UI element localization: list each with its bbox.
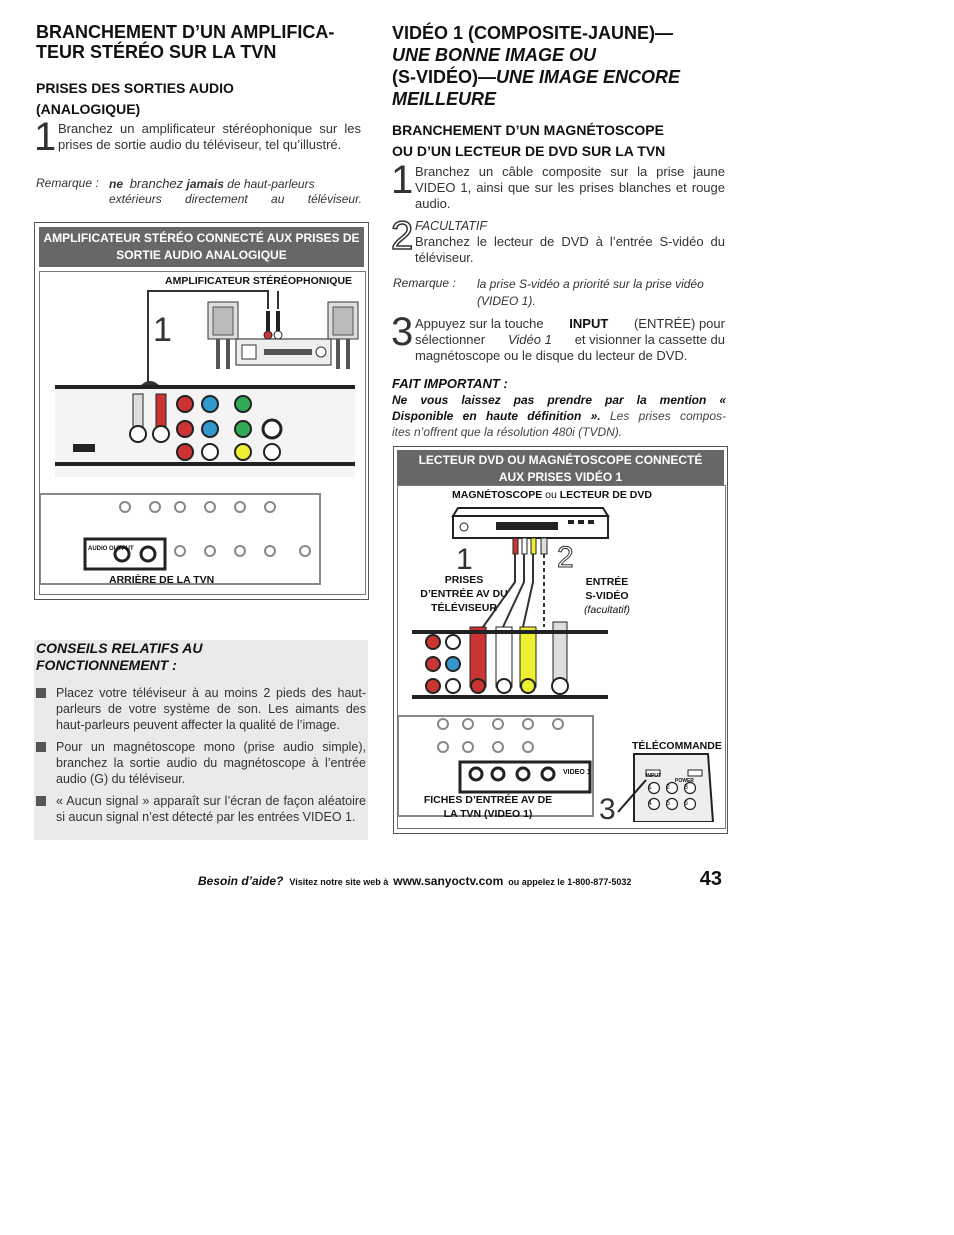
- right-title: [392, 22, 732, 110]
- right-title-line1: VIDÉO 1 (COMPOSITE-JAUNE)—: [392, 23, 674, 43]
- left-remark-label: Remarque :: [36, 176, 99, 190]
- av-label-3: TÉLÉVISEUR: [431, 602, 497, 614]
- svideo-input-label: [578, 575, 636, 617]
- left-title-line2: TEUR STÉRÉO SUR LA TVN: [36, 42, 277, 62]
- remote-input-label: INPUT: [646, 773, 661, 779]
- left-speaker-icon: [208, 302, 238, 369]
- right-remark: [393, 276, 727, 310]
- device-label-c: LECTEUR DE DVD: [559, 489, 652, 501]
- back-label: ARRIÈRE DE LA TVN: [109, 574, 215, 586]
- remote-key: 1: [648, 784, 652, 791]
- page-number: 43: [699, 868, 722, 890]
- right-subhead-line1: BRANCHEMENT D’UN MAGNÉTOSCOPE: [392, 122, 664, 138]
- tips-title-line2: FONCTIONNEMENT :: [36, 657, 177, 673]
- tips-title-line1: CONSEILS RELATIFS AU: [36, 640, 203, 656]
- step3-line2a: sélectionner: [415, 332, 486, 347]
- vcr-step-marker-2: 2: [557, 541, 574, 574]
- footer: [198, 868, 722, 891]
- remark-ne: ne: [109, 177, 124, 191]
- right-step1-number: 1: [391, 158, 414, 202]
- device-label-a: MAGNÉTOSCOPE: [452, 489, 543, 501]
- device-label: [452, 488, 652, 502]
- left-remark: [36, 176, 362, 207]
- remote-key: 5: [666, 800, 670, 807]
- left-subhead-line2: (ANALOGIQUE): [36, 101, 141, 117]
- tips-list: [36, 685, 366, 825]
- right-step3-number: 3: [391, 310, 414, 354]
- fiches-label-1: FICHES D’ENTRÉE AV DE: [423, 794, 553, 806]
- right-step1-text: Branchez un câble composite sur la prise jaune VIDEO 1, ainsi que sur les prises blanches et rouge audio.: [415, 164, 725, 211]
- left-title-line1: BRANCHEMENT D’UN AMPLIFICA-: [36, 22, 335, 42]
- tips-item-text: Placez votre téléviseur à au moins 2 pieds des haut-parleurs de votre système de son. Les aimants des haut-parleurs peuvent affecter la qualité de l’image.: [56, 686, 366, 732]
- right-speaker-icon: [328, 302, 358, 369]
- important-title: FAIT IMPORTANT :: [392, 376, 508, 391]
- vcr-step-marker-1: 1: [456, 543, 473, 576]
- step3-post: (ENTRÉE) pour: [633, 316, 725, 331]
- remark-branchez: branchez: [129, 176, 184, 191]
- remote-key: 3: [684, 784, 688, 791]
- right-title-line4: MEILLEURE: [392, 89, 497, 109]
- left-step1-number: 1: [34, 115, 57, 159]
- vcr-icon: [453, 508, 608, 538]
- svideo-label-2: S-VIDÉO: [585, 590, 629, 602]
- important-line1: Ne vous laissez pas prendre par la mention «: [392, 393, 726, 407]
- av-label-2: D’ENTRÉE AV DU: [420, 588, 508, 600]
- vcr-figure-caption: [397, 450, 724, 486]
- amplifier-figure: [34, 222, 369, 600]
- important-line2-bold: Disponible en haute définition ».: [392, 409, 601, 423]
- fiches-label-2: LA TVN (VIDEO 1): [443, 808, 533, 820]
- left-subhead-line1: PRISES DES SORTIES AUDIO: [36, 80, 234, 96]
- video1-label: VIDEO 1: [563, 769, 591, 776]
- footer-visitez: Visitez notre site web à: [289, 877, 389, 887]
- remote-label: TÉLÉCOMMANDE: [632, 740, 722, 752]
- tips-item: [36, 793, 366, 825]
- tips-item: [36, 685, 366, 733]
- tips-title: [36, 640, 202, 674]
- right-step2-text: Branchez le lecteur de DVD à l’entrée S-vidéo du téléviseur.: [415, 234, 725, 265]
- tips-item: [36, 739, 366, 787]
- right-remark-label: Remarque :: [393, 276, 456, 290]
- right-remark-line2: (VIDEO 1).: [477, 294, 536, 308]
- footer-besoin: Besoin d’aide?: [198, 874, 284, 888]
- svideo-cable: [541, 538, 547, 627]
- step3-key: INPUT: [569, 316, 609, 331]
- amplifier-icon: [236, 339, 331, 365]
- fiches-label: [418, 793, 558, 821]
- right-title-line3a: (S-VIDÉO)—: [392, 67, 497, 87]
- right-remark-line1: la prise S-vidéo a priorité sur la prise vidéo: [477, 277, 704, 291]
- step3-line2b: Vidéo 1: [507, 332, 552, 347]
- important-line2-rest: Les prises compos-: [609, 409, 726, 423]
- important-line3: ites n’offrent que la résolution 480i (TVDN).: [392, 425, 623, 439]
- amp-step-marker: 1: [153, 311, 172, 349]
- caption-line1: AMPLIFICATEUR STÉRÉO CONNECTÉ AUX PRISES DE: [43, 231, 360, 245]
- svideo-label-3: (facultatif): [583, 604, 631, 616]
- remote-key: 2: [666, 784, 670, 791]
- step3-line3: magnétoscope ou le disque du lecteur de DVD.: [415, 348, 688, 363]
- footer-appelez: ou appelez le 1-800-877-5032: [508, 877, 632, 887]
- bullet-icon: [36, 796, 46, 806]
- right-title-line3b: UNE IMAGE ENCORE: [496, 67, 681, 87]
- right-step2: [415, 218, 725, 266]
- caption-line2: SORTIE AUDIO ANALOGIQUE: [116, 248, 287, 262]
- amplifier-figure-caption: [39, 227, 364, 267]
- left-remark-line2: extérieurs directement au téléviseur.: [109, 192, 362, 206]
- right-step2-label: FACULTATIF: [415, 219, 487, 233]
- important-note: [392, 376, 726, 440]
- right-title-line2: UNE BONNE IMAGE OU: [392, 45, 597, 65]
- footer-url[interactable]: www.sanyoctv.com: [393, 874, 504, 888]
- vcr-step-marker-3: 3: [599, 793, 616, 826]
- bullet-icon: [36, 742, 46, 752]
- svideo-label-1: ENTRÉE: [585, 576, 629, 588]
- amp-label: AMPLIFICATEUR STÉRÉOPHONIQUE: [165, 275, 353, 287]
- tips-box: [34, 640, 368, 840]
- remark-rest: de haut-parleurs: [227, 177, 315, 191]
- step3-line2c: et visionner la cassette du: [574, 332, 725, 347]
- bullet-icon: [36, 688, 46, 698]
- right-step3-text: [415, 316, 725, 364]
- remark-jamais: jamais: [186, 177, 224, 191]
- device-label-b: ou: [545, 489, 557, 501]
- audio-output-label: AUDIO OUTPUT: [88, 546, 134, 552]
- remote-key: 6: [684, 800, 688, 807]
- tips-item-text: Pour un magnétoscope mono (prise audio simple), branchez la sortie audio du magnétoscope à l’entrée audio (G) du téléviseur.: [56, 740, 366, 786]
- vcr-caption-line2: AUX PRISES VIDÉO 1: [498, 470, 623, 484]
- av-label-1: PRISES: [444, 574, 484, 586]
- left-step1-text: Branchez un amplificateur stéréophonique sur les prises de sortie audio du téléviseur, tel qu’illustré.: [58, 121, 361, 152]
- left-title: [36, 22, 356, 62]
- av-input-label: [416, 573, 512, 615]
- right-subhead: [392, 120, 665, 162]
- right-subhead-line2: OU D’UN LECTEUR DE DVD SUR LA TVN: [392, 143, 666, 159]
- right-step2-number: 2: [391, 214, 414, 258]
- vcr-caption-line1: LECTEUR DVD OU MAGNÉTOSCOPE CONNECTÉ: [418, 453, 703, 467]
- remote-power-label: POWER: [675, 778, 694, 784]
- left-subhead: [36, 78, 234, 120]
- tips-item-text: « Aucun signal » apparaît sur l’écran de façon aléatoire si aucun signal n’est détecté par les entrées VIDEO 1.: [56, 794, 366, 824]
- vcr-dvd-figure: [393, 446, 728, 834]
- step3-pre: Appuyez sur la touche: [415, 316, 544, 331]
- amplifier-diagram: [40, 289, 363, 589]
- remote-key: 4: [648, 800, 652, 807]
